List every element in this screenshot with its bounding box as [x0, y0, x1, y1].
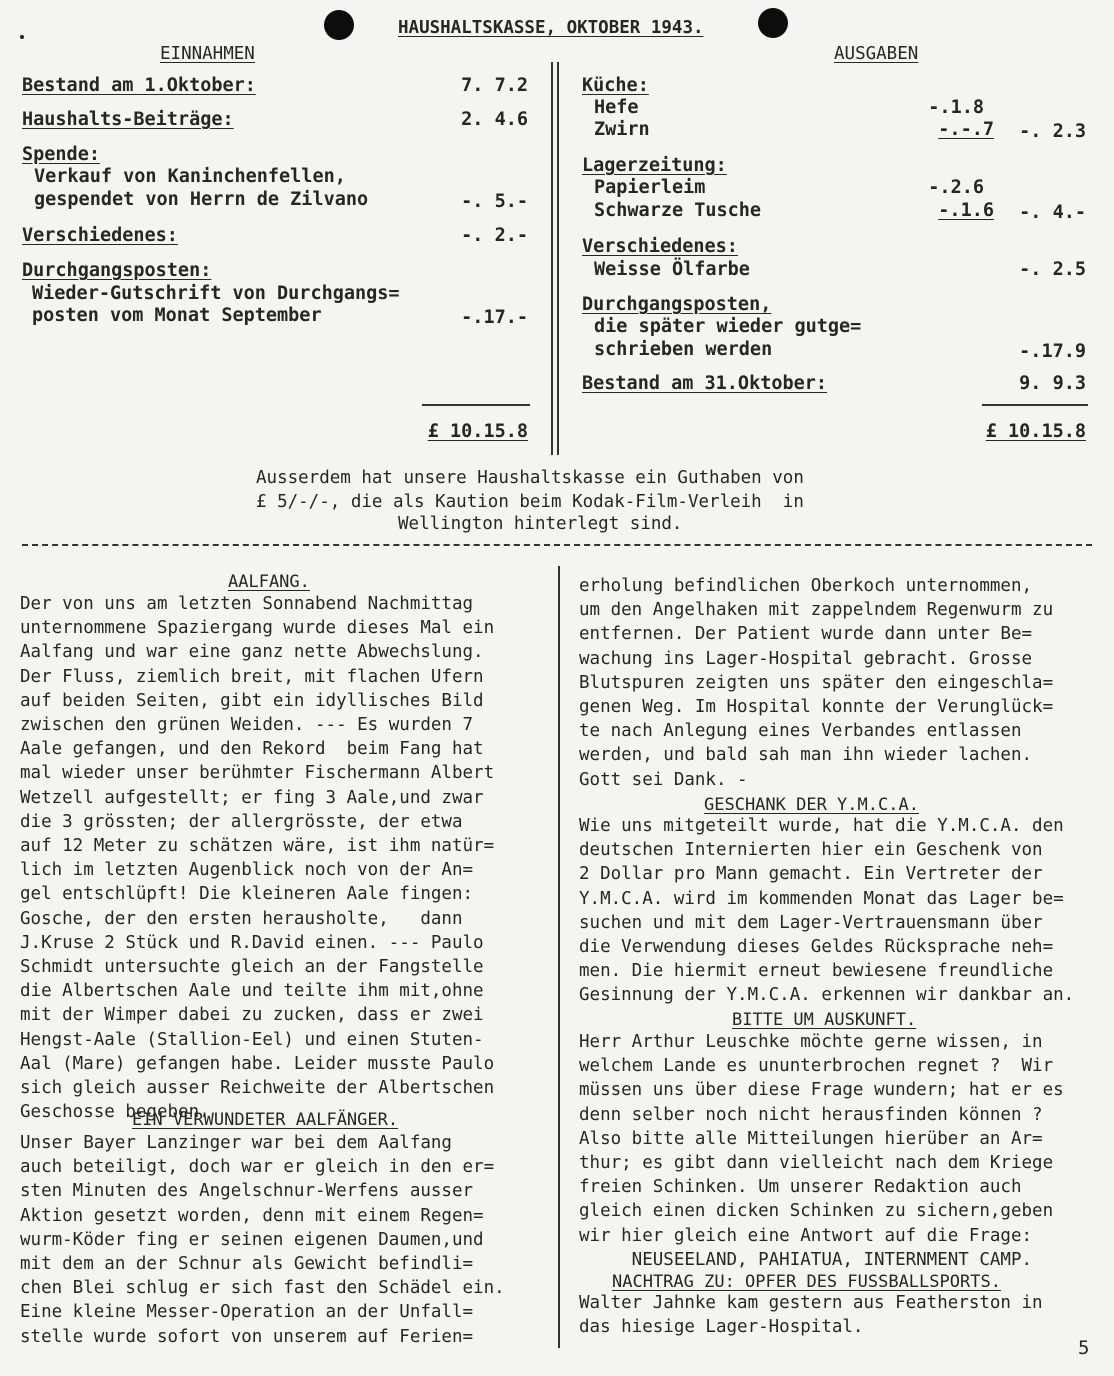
- nachtrag-text: [579, 1291, 1043, 1339]
- continuation-text: [579, 574, 1053, 792]
- note-line-2: £ 5/-/-, die als Kaution beim Kodak-Film-Verleih in: [256, 492, 804, 512]
- note-line-3: Wellington hinterlegt sind.: [398, 514, 683, 534]
- income-durch-label: Durchgangsposten:: [22, 260, 212, 281]
- geschenk-text: [579, 814, 1074, 1008]
- text-line: Walter Jahnke kam gestern aus Featherston in: [579, 1293, 1043, 1313]
- text-line: Wetzell aufgestellt; er fing 3 Aale,und zwar: [20, 787, 484, 808]
- text-line: freien Schinken. Um unserer Redaktion auch: [579, 1177, 1022, 1198]
- income-beitraege-label: Haushalts-Beiträge:: [22, 109, 234, 130]
- text-line: te nach Anlegung eines Verbandes entlassen: [579, 721, 1022, 742]
- exp-hefe-amount: -.1.8: [928, 97, 984, 118]
- text-line: das hiesige Lager-Hospital.: [579, 1317, 864, 1338]
- text-line: um den Angelhaken mit zappelndem Regenwurm zu: [579, 600, 1054, 621]
- income-spende-line2: gespendet von Herrn de Zilvano: [34, 189, 369, 210]
- ledger-divider-2: [557, 62, 559, 455]
- ledger-divider: [551, 62, 553, 455]
- exp-kueche-label: Küche:: [582, 75, 649, 96]
- exp-papierleim-label: Papierleim: [594, 177, 706, 198]
- text-line: gleich einen dicken Schinken zu sichern,geben: [579, 1201, 1054, 1222]
- text-line: suchen und mit dem Lager-Vertrauensmann über: [579, 912, 1043, 933]
- text-line: Aale gefangen, und den Rekord beim Fang hat: [20, 739, 484, 760]
- text-line: erholung befindlichen Oberkoch unternommen,: [579, 576, 1033, 596]
- text-line: die Albertschen Aale und teilte ihm mit,ohne: [20, 981, 484, 1002]
- text-line: deutschen Internierten hier ein Geschenk von: [579, 840, 1043, 861]
- dashed-separator: [22, 544, 1092, 546]
- income-heading: EINNAHMEN: [160, 44, 255, 64]
- text-line: Aktion gesetzt worden, denn mit einem Regen=: [20, 1205, 484, 1226]
- text-line: Hengst-Aale (Stallion-Eel) und einen Stuten-: [20, 1029, 484, 1050]
- aalfang-text: [20, 592, 494, 1124]
- exp-versch-label: Verschiedenes:: [582, 236, 738, 257]
- text-line: die 3 grössten; der allergrösste, der etwa: [20, 811, 463, 832]
- income-durch-line2: posten vom Monat September: [32, 305, 322, 326]
- exp-zwirn-label: Zwirn: [594, 119, 650, 140]
- text-line: wachung ins Lager-Hospital gebracht. Grosse: [579, 648, 1033, 669]
- text-line: Herr Arthur Leuschke möchte gerne wissen, in: [579, 1032, 1043, 1052]
- text-line: welchem Lande es ununterbrochen regnet ? Wir: [579, 1056, 1054, 1077]
- bitte-heading: BITTE UM AUSKUNFT.: [732, 1010, 917, 1030]
- exp-tusche-label: Schwarze Tusche: [594, 200, 762, 221]
- text-line: Blutspuren zeigten uns später den eingeschla=: [579, 672, 1054, 693]
- exp-durch-amount: -.17.9: [1019, 341, 1086, 362]
- text-line: wir hier gleich eine Antwort auf die Frage:: [579, 1225, 1033, 1246]
- income-spende-label: Spende:: [22, 144, 100, 165]
- text-line: Gosche, der den ersten herausholte, dann: [20, 908, 463, 929]
- income-beitraege-amount: 2. 4.6: [461, 109, 528, 130]
- text-line: stelle wurde sofort von unserem auf Ferien=: [20, 1326, 474, 1347]
- text-line: mal wieder unser berühmter Fischermann Albert: [20, 763, 495, 784]
- geschenk-heading: GESCHANK DER Y.M.C.A.: [704, 795, 919, 815]
- text-line: lich im letzten Augenblick noch von der An=: [20, 860, 474, 881]
- exp-durch-label: Durchgangsposten,: [582, 294, 772, 315]
- ink-dot: [20, 35, 24, 39]
- text-line: Unser Bayer Lanzinger war bei dem Aalfang: [20, 1133, 452, 1153]
- income-bestand-label: Bestand am 1.Oktober:: [22, 75, 256, 96]
- text-line: entfernen. Der Patient wurde dann unter Be=: [579, 624, 1033, 645]
- text-line: chen Blei schlug er sich fast den Schädel ein.: [20, 1278, 505, 1299]
- text-line: sten Minuten des Angelschnur-Werfens ausser: [20, 1181, 474, 1202]
- income-total: £ 10.15.8: [427, 421, 528, 442]
- text-line: genen Weg. Im Hospital konnte der Verunglück=: [579, 697, 1054, 718]
- text-line: mit dem an der Schnur als Gewicht befindli=: [20, 1254, 474, 1275]
- text-line: wurm-Köder fing er seinen eigenen Daumen,und: [20, 1229, 484, 1250]
- text-line: J.Kruse 2 Stück und R.David einen. --- Paulo: [20, 932, 484, 953]
- exp-lager-label: Lagerzeitung:: [582, 155, 727, 176]
- exp-oelfarbe-label: Weisse Ölfarbe: [594, 259, 750, 280]
- text-line: Eine kleine Messer-Operation an der Unfall=: [20, 1302, 474, 1323]
- text-line: Schmidt untersuchte gleich an der Fangstelle: [20, 957, 484, 978]
- income-spende-amount: -. 5.-: [461, 191, 528, 212]
- text-line: Geschosse begeben.: [20, 1102, 210, 1123]
- text-line: auf beiden Seiten, gibt ein idyllisches Bild: [20, 690, 484, 711]
- income-spende-line1: Verkauf von Kaninchenfellen,: [34, 166, 346, 187]
- text-line: NEUSEELAND, PAHIATUA, INTERNMENT CAMP.: [579, 1249, 1033, 1270]
- exp-papierleim-amount: -.2.6: [928, 177, 984, 198]
- text-line: Also bitte alle Mitteilungen hierüber an Ar=: [579, 1128, 1043, 1149]
- income-sum-rule: [422, 404, 530, 406]
- punch-hole-right: [758, 8, 788, 38]
- expenses-heading: AUSGABEN: [834, 44, 919, 64]
- text-line: auch beteiligt, doch war er gleich in den er=: [20, 1157, 495, 1178]
- text-line: werden, und bald sah man ihn wieder lachen.: [579, 745, 1033, 766]
- text-line: Der Fluss, ziemlich breit, mit flachen Ufern: [20, 666, 484, 687]
- text-line: Aal (Mare) gefangen habe. Leider musste Paulo: [20, 1053, 495, 1074]
- text-line: zwischen den grünen Weiden. --- Es wurden 7: [20, 715, 474, 736]
- text-line: Wie uns mitgeteilt wurde, hat die Y.M.C.A. den: [579, 816, 1064, 836]
- income-versch-amount: -. 2.-: [461, 225, 528, 246]
- text-line: sich gleich ausser Reichweite der Albertschen: [20, 1078, 495, 1099]
- exp-zwirn-amount: -.-.7: [938, 119, 994, 140]
- exp-bestand-amount: 9. 9.3: [1019, 373, 1086, 394]
- text-line: unternommene Spaziergang wurde dieses Mal ein: [20, 618, 495, 639]
- exp-lager-total: -. 4.-: [1019, 202, 1086, 223]
- text-line: Der von uns am letzten Sonnabend Nachmittag: [20, 594, 474, 614]
- text-line: müssen uns über diese Frage wundern; hat er es: [579, 1080, 1064, 1101]
- exp-durch-line2: schrieben werden: [594, 339, 773, 360]
- text-line: Aalfang und war eine ganz nette Abwechslung.: [20, 642, 484, 663]
- text-line: Gott sei Dank. -: [579, 769, 748, 790]
- text-line: auf 12 Meter zu schätzen wäre, ist ihm natür=: [20, 836, 495, 857]
- note-line-1: Ausserdem hat unsere Haushaltskasse ein Guthaben von: [256, 468, 804, 488]
- text-line: gel entschlüpft! Die kleineren Aale fingen:: [20, 884, 474, 905]
- page-title: HAUSHALTSKASSE, OKTOBER 1943.: [398, 18, 704, 38]
- aalfang-heading: AALFANG.: [228, 572, 310, 592]
- text-line: Y.M.C.A. wird im kommenden Monat das Lager be=: [579, 888, 1064, 909]
- text-line: men. Die hiermit erneut bewiesene freundliche: [579, 961, 1054, 982]
- verwundet-heading: EIN VERWUNDETER AALFÄNGER.: [132, 1110, 399, 1130]
- income-durch-line1: Wieder-Gutschrift von Durchgangs=: [32, 283, 400, 304]
- exp-hefe-label: Hefe: [594, 97, 639, 118]
- income-bestand-amount: 7. 7.2: [461, 75, 528, 96]
- exp-durch-line1: die später wieder gutge=: [594, 316, 862, 337]
- verwundet-text: [20, 1131, 505, 1349]
- exp-total: £ 10.15.8: [985, 421, 1086, 442]
- text-line: thur; es gibt dann vielleicht nach dem Kriege: [579, 1153, 1054, 1174]
- nachtrag-heading: NACHTRAG ZU: OPFER DES FUSSBALLSPORTS.: [612, 1272, 1001, 1292]
- exp-oelfarbe-amount: -. 2.5: [1019, 259, 1086, 280]
- text-line: denn selber noch nicht herausfinden können ?: [579, 1104, 1043, 1125]
- income-durch-amount: -.17.-: [461, 307, 528, 328]
- exp-tusche-amount: -.1.6: [938, 200, 994, 221]
- text-line: die Verwendung dieses Geldes Rücksprache neh=: [579, 937, 1054, 958]
- bitte-text: [579, 1030, 1064, 1272]
- page-number: 5: [1078, 1337, 1090, 1359]
- text-line: 2 Dollar pro Mann gemacht. Ein Vertreter der: [579, 864, 1043, 885]
- exp-kueche-total: -. 2.3: [1019, 121, 1086, 142]
- income-versch-label: Verschiedenes:: [22, 225, 178, 246]
- exp-sum-rule: [982, 404, 1088, 406]
- exp-bestand-label: Bestand am 31.Oktober:: [582, 373, 828, 394]
- text-line: mit der Wimper dabei zu zucken, dass er zwei: [20, 1005, 484, 1026]
- column-divider: [558, 566, 560, 1348]
- text-line: Gesinnung der Y.M.C.A. erkennen wir dankbar an.: [579, 985, 1075, 1006]
- punch-hole-left: [324, 10, 354, 40]
